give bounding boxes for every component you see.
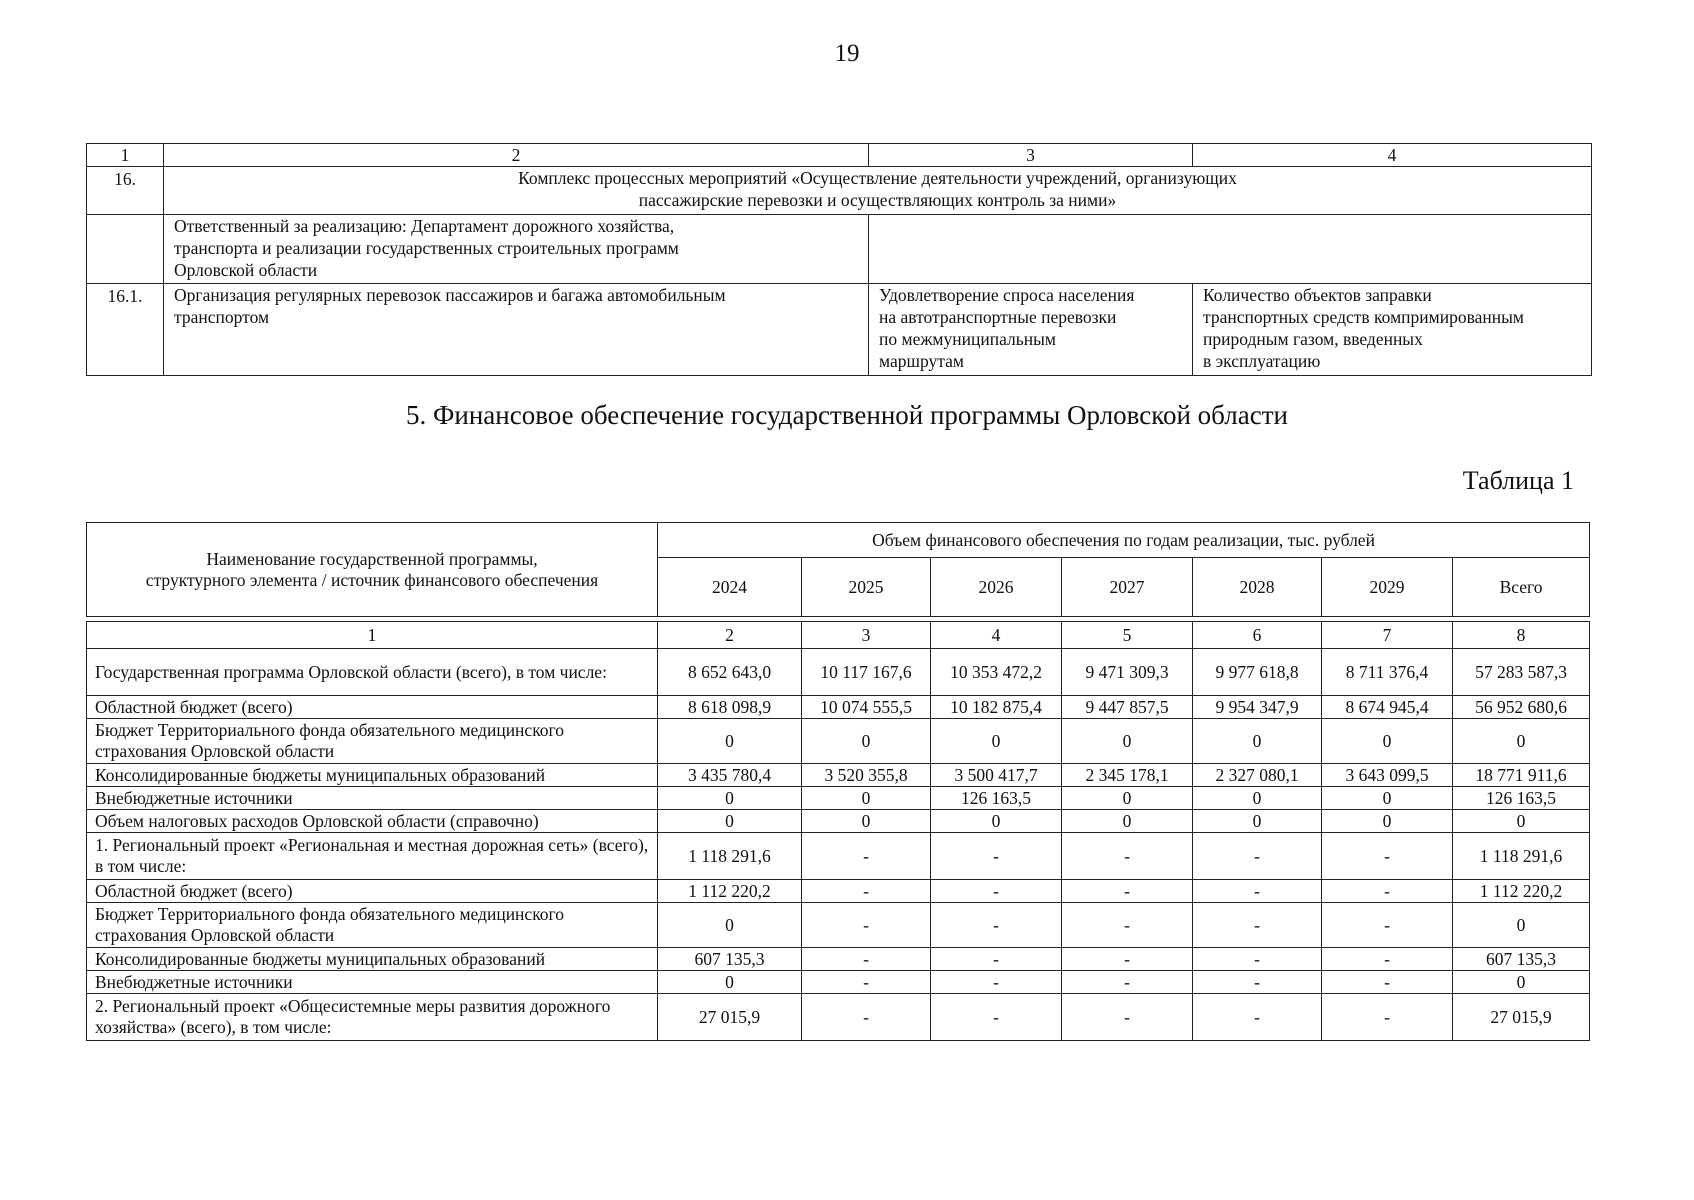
- value-cell: -: [802, 971, 931, 994]
- value-cell: 1 118 291,6: [658, 833, 802, 880]
- value-cell: 1 118 291,6: [1453, 833, 1590, 880]
- table-row: [87, 880, 1590, 903]
- responsible-line: транспорта и реализации государственных строительных программ: [174, 238, 679, 258]
- table-row: [87, 903, 1590, 948]
- value-cell: 0: [1322, 787, 1453, 810]
- year-header: 2028: [1193, 558, 1322, 617]
- value-cell: 56 952 680,6: [1453, 696, 1590, 719]
- value-cell: 0: [931, 719, 1062, 764]
- column-index: 4: [931, 622, 1062, 649]
- value-cell: 2 327 080,1: [1193, 764, 1322, 787]
- table-row: [87, 994, 1590, 1041]
- value-cell: -: [1062, 948, 1193, 971]
- indicator-line: природным газом, введенных: [1203, 329, 1423, 349]
- value-cell: 0: [1453, 971, 1590, 994]
- value-cell: -: [1193, 971, 1322, 994]
- result-line: по межмуниципальным: [879, 329, 1056, 349]
- row-label: Объем налоговых расходов Орловской области (справочно): [87, 810, 658, 833]
- table-header-row: [87, 144, 1592, 167]
- name-header-line: структурного элемента / источник финансового обеспечения: [145, 569, 599, 590]
- value-cell: 3 435 780,4: [658, 764, 802, 787]
- value-cell: 0: [658, 903, 802, 948]
- value-cell: 0: [1193, 787, 1322, 810]
- column-index: 5: [1062, 622, 1193, 649]
- value-cell: -: [1322, 948, 1453, 971]
- value-cell: 607 135,3: [1453, 948, 1590, 971]
- value-cell: -: [1193, 994, 1322, 1041]
- table-row: [87, 971, 1590, 994]
- value-cell: 3 643 099,5: [1322, 764, 1453, 787]
- table-row: [87, 810, 1590, 833]
- activity-line: Организация регулярных перевозок пассажиров и багажа автомобильным: [174, 285, 726, 305]
- value-cell: 0: [1062, 719, 1193, 764]
- indicator-line: в эксплуатацию: [1203, 351, 1321, 371]
- year-header: 2029: [1322, 558, 1453, 617]
- column-index-row: [87, 622, 1590, 649]
- name-header-line: Наименование государственной программы,: [206, 548, 538, 569]
- value-cell: 0: [658, 971, 802, 994]
- value-cell: 0: [1062, 810, 1193, 833]
- column-index: 6: [1193, 622, 1322, 649]
- value-cell: -: [931, 994, 1062, 1041]
- value-cell: 0: [802, 787, 931, 810]
- value-cell: 0: [1453, 719, 1590, 764]
- value-cell: -: [1322, 971, 1453, 994]
- value-cell: 0: [1062, 787, 1193, 810]
- result-cell: [869, 284, 1193, 376]
- value-cell: -: [1193, 880, 1322, 903]
- value-cell: -: [931, 971, 1062, 994]
- value-cell: 9 954 347,9: [1193, 696, 1322, 719]
- value-cell: 126 163,5: [1453, 787, 1590, 810]
- value-cell: 10 353 472,2: [931, 649, 1062, 696]
- indicator-line: Количество объектов заправки: [1203, 285, 1432, 305]
- table-row: [87, 696, 1590, 719]
- indicator-line: транспортных средств компримированным: [1203, 307, 1524, 327]
- row-label: Консолидированные бюджеты муниципальных образований: [87, 948, 658, 971]
- year-header: 2024: [658, 558, 802, 617]
- row-label: Консолидированные бюджеты муниципальных образований: [87, 764, 658, 787]
- year-header: 2026: [931, 558, 1062, 617]
- value-cell: -: [802, 948, 931, 971]
- row-label: Внебюджетные источники: [87, 971, 658, 994]
- row-label: 1. Региональный проект «Региональная и местная дорожная сеть» (всего), в том числе:: [87, 833, 658, 880]
- name-column-header: [87, 523, 658, 617]
- complex-title-line: Комплекс процессных мероприятий «Осуществление деятельности учреждений, организующих: [518, 168, 1237, 188]
- complex-title-line: пассажирские перевозки и осуществляющих контроль за ними»: [638, 190, 1117, 210]
- value-cell: 0: [1453, 810, 1590, 833]
- responsible-cell: [164, 215, 869, 284]
- column-index: 3: [802, 622, 931, 649]
- value-cell: 0: [1322, 719, 1453, 764]
- value-cell: 10 117 167,6: [802, 649, 931, 696]
- column-number: 2: [164, 144, 869, 167]
- value-cell: -: [1062, 971, 1193, 994]
- section-title: 5. Финансовое обеспечение государственной программы Орловской области: [406, 400, 1288, 430]
- value-cell: 0: [658, 787, 802, 810]
- value-cell: 0: [1322, 810, 1453, 833]
- result-line: на автотранспортные перевозки: [879, 307, 1117, 327]
- value-cell: -: [802, 880, 931, 903]
- row-number: 16.: [87, 167, 164, 215]
- value-cell: 0: [931, 810, 1062, 833]
- value-cell: 607 135,3: [658, 948, 802, 971]
- column-number: 1: [87, 144, 164, 167]
- value-cell: -: [1193, 948, 1322, 971]
- activity-cell: [164, 284, 869, 376]
- value-cell: -: [1322, 880, 1453, 903]
- value-cell: -: [1062, 994, 1193, 1041]
- value-cell: -: [931, 833, 1062, 880]
- activity-line: транспортом: [174, 307, 270, 327]
- row-label: Областной бюджет (всего): [87, 696, 658, 719]
- value-cell: -: [1322, 994, 1453, 1041]
- value-cell: -: [1062, 833, 1193, 880]
- value-cell: -: [802, 833, 931, 880]
- value-cell: 3 500 417,7: [931, 764, 1062, 787]
- row-label: Областной бюджет (всего): [87, 880, 658, 903]
- finance-table: [86, 522, 1590, 1041]
- column-index: 7: [1322, 622, 1453, 649]
- value-cell: -: [1193, 903, 1322, 948]
- table-label: Таблица 1: [1462, 466, 1574, 495]
- activities-table: [86, 143, 1592, 376]
- row-label: 2. Региональный проект «Общесистемные меры развития дорожного хозяйства» (всего), в том числе:: [87, 994, 658, 1041]
- total-header: Всего: [1453, 558, 1590, 617]
- year-header: 2025: [802, 558, 931, 617]
- value-cell: 8 674 945,4: [1322, 696, 1453, 719]
- value-cell: 10 074 555,5: [802, 696, 931, 719]
- value-cell: 8 711 376,4: [1322, 649, 1453, 696]
- table-row: [87, 787, 1590, 810]
- value-cell: 27 015,9: [658, 994, 802, 1041]
- value-cell: 57 283 587,3: [1453, 649, 1590, 696]
- value-cell: 0: [1453, 903, 1590, 948]
- row-label: Государственная программа Орловской области (всего), в том числе:: [87, 649, 658, 696]
- row-number: 16.1.: [87, 284, 164, 376]
- table-row: [87, 167, 1592, 215]
- table-row: [87, 215, 1592, 284]
- value-cell: 126 163,5: [931, 787, 1062, 810]
- value-cell: 0: [1193, 810, 1322, 833]
- value-cell: 27 015,9: [1453, 994, 1590, 1041]
- value-cell: -: [802, 903, 931, 948]
- indicator-cell: [1193, 284, 1592, 376]
- result-line: Удовлетворение спроса населения: [879, 285, 1135, 305]
- value-cell: 1 112 220,2: [1453, 880, 1590, 903]
- value-cell: 9 471 309,3: [1062, 649, 1193, 696]
- value-cell: -: [1322, 903, 1453, 948]
- page-number: 19: [834, 40, 860, 67]
- responsible-line: Ответственный за реализацию: Департамент дорожного хозяйства,: [174, 216, 675, 236]
- value-cell: 0: [802, 719, 931, 764]
- volume-header: Объем финансового обеспечения по годам реализации, тыс. рублей: [658, 523, 1590, 558]
- value-cell: 0: [658, 719, 802, 764]
- value-cell: 3 520 355,8: [802, 764, 931, 787]
- responsible-line: Орловской области: [174, 260, 318, 280]
- complex-title: [164, 167, 1592, 215]
- value-cell: 8 618 098,9: [658, 696, 802, 719]
- row-label: Бюджет Территориального фонда обязательного медицинского страхования Орловской области: [87, 719, 658, 764]
- column-index: 1: [87, 622, 658, 649]
- row-label: Внебюджетные источники: [87, 787, 658, 810]
- table-row: [87, 719, 1590, 764]
- table-row: [87, 284, 1592, 376]
- table-row: [87, 649, 1590, 696]
- year-header: 2027: [1062, 558, 1193, 617]
- table-row: [87, 833, 1590, 880]
- value-cell: -: [802, 994, 931, 1041]
- value-cell: 10 182 875,4: [931, 696, 1062, 719]
- column-index: 2: [658, 622, 802, 649]
- value-cell: 0: [802, 810, 931, 833]
- value-cell: -: [931, 948, 1062, 971]
- value-cell: 1 112 220,2: [658, 880, 802, 903]
- column-index: 8: [1453, 622, 1590, 649]
- value-cell: -: [1062, 903, 1193, 948]
- value-cell: 8 652 643,0: [658, 649, 802, 696]
- value-cell: -: [1062, 880, 1193, 903]
- table-row: [87, 764, 1590, 787]
- value-cell: 18 771 911,6: [1453, 764, 1590, 787]
- row-label: Бюджет Территориального фонда обязательного медицинского страхования Орловской области: [87, 903, 658, 948]
- result-line: маршрутам: [879, 351, 964, 371]
- value-cell: 9 977 618,8: [1193, 649, 1322, 696]
- finance-header-row: [87, 523, 1590, 558]
- value-cell: -: [1322, 833, 1453, 880]
- value-cell: 2 345 178,1: [1062, 764, 1193, 787]
- column-number: 4: [1193, 144, 1592, 167]
- table-row: [87, 948, 1590, 971]
- value-cell: 9 447 857,5: [1062, 696, 1193, 719]
- column-number: 3: [869, 144, 1193, 167]
- value-cell: -: [1193, 833, 1322, 880]
- value-cell: 0: [658, 810, 802, 833]
- value-cell: -: [931, 903, 1062, 948]
- value-cell: -: [931, 880, 1062, 903]
- value-cell: 0: [1193, 719, 1322, 764]
